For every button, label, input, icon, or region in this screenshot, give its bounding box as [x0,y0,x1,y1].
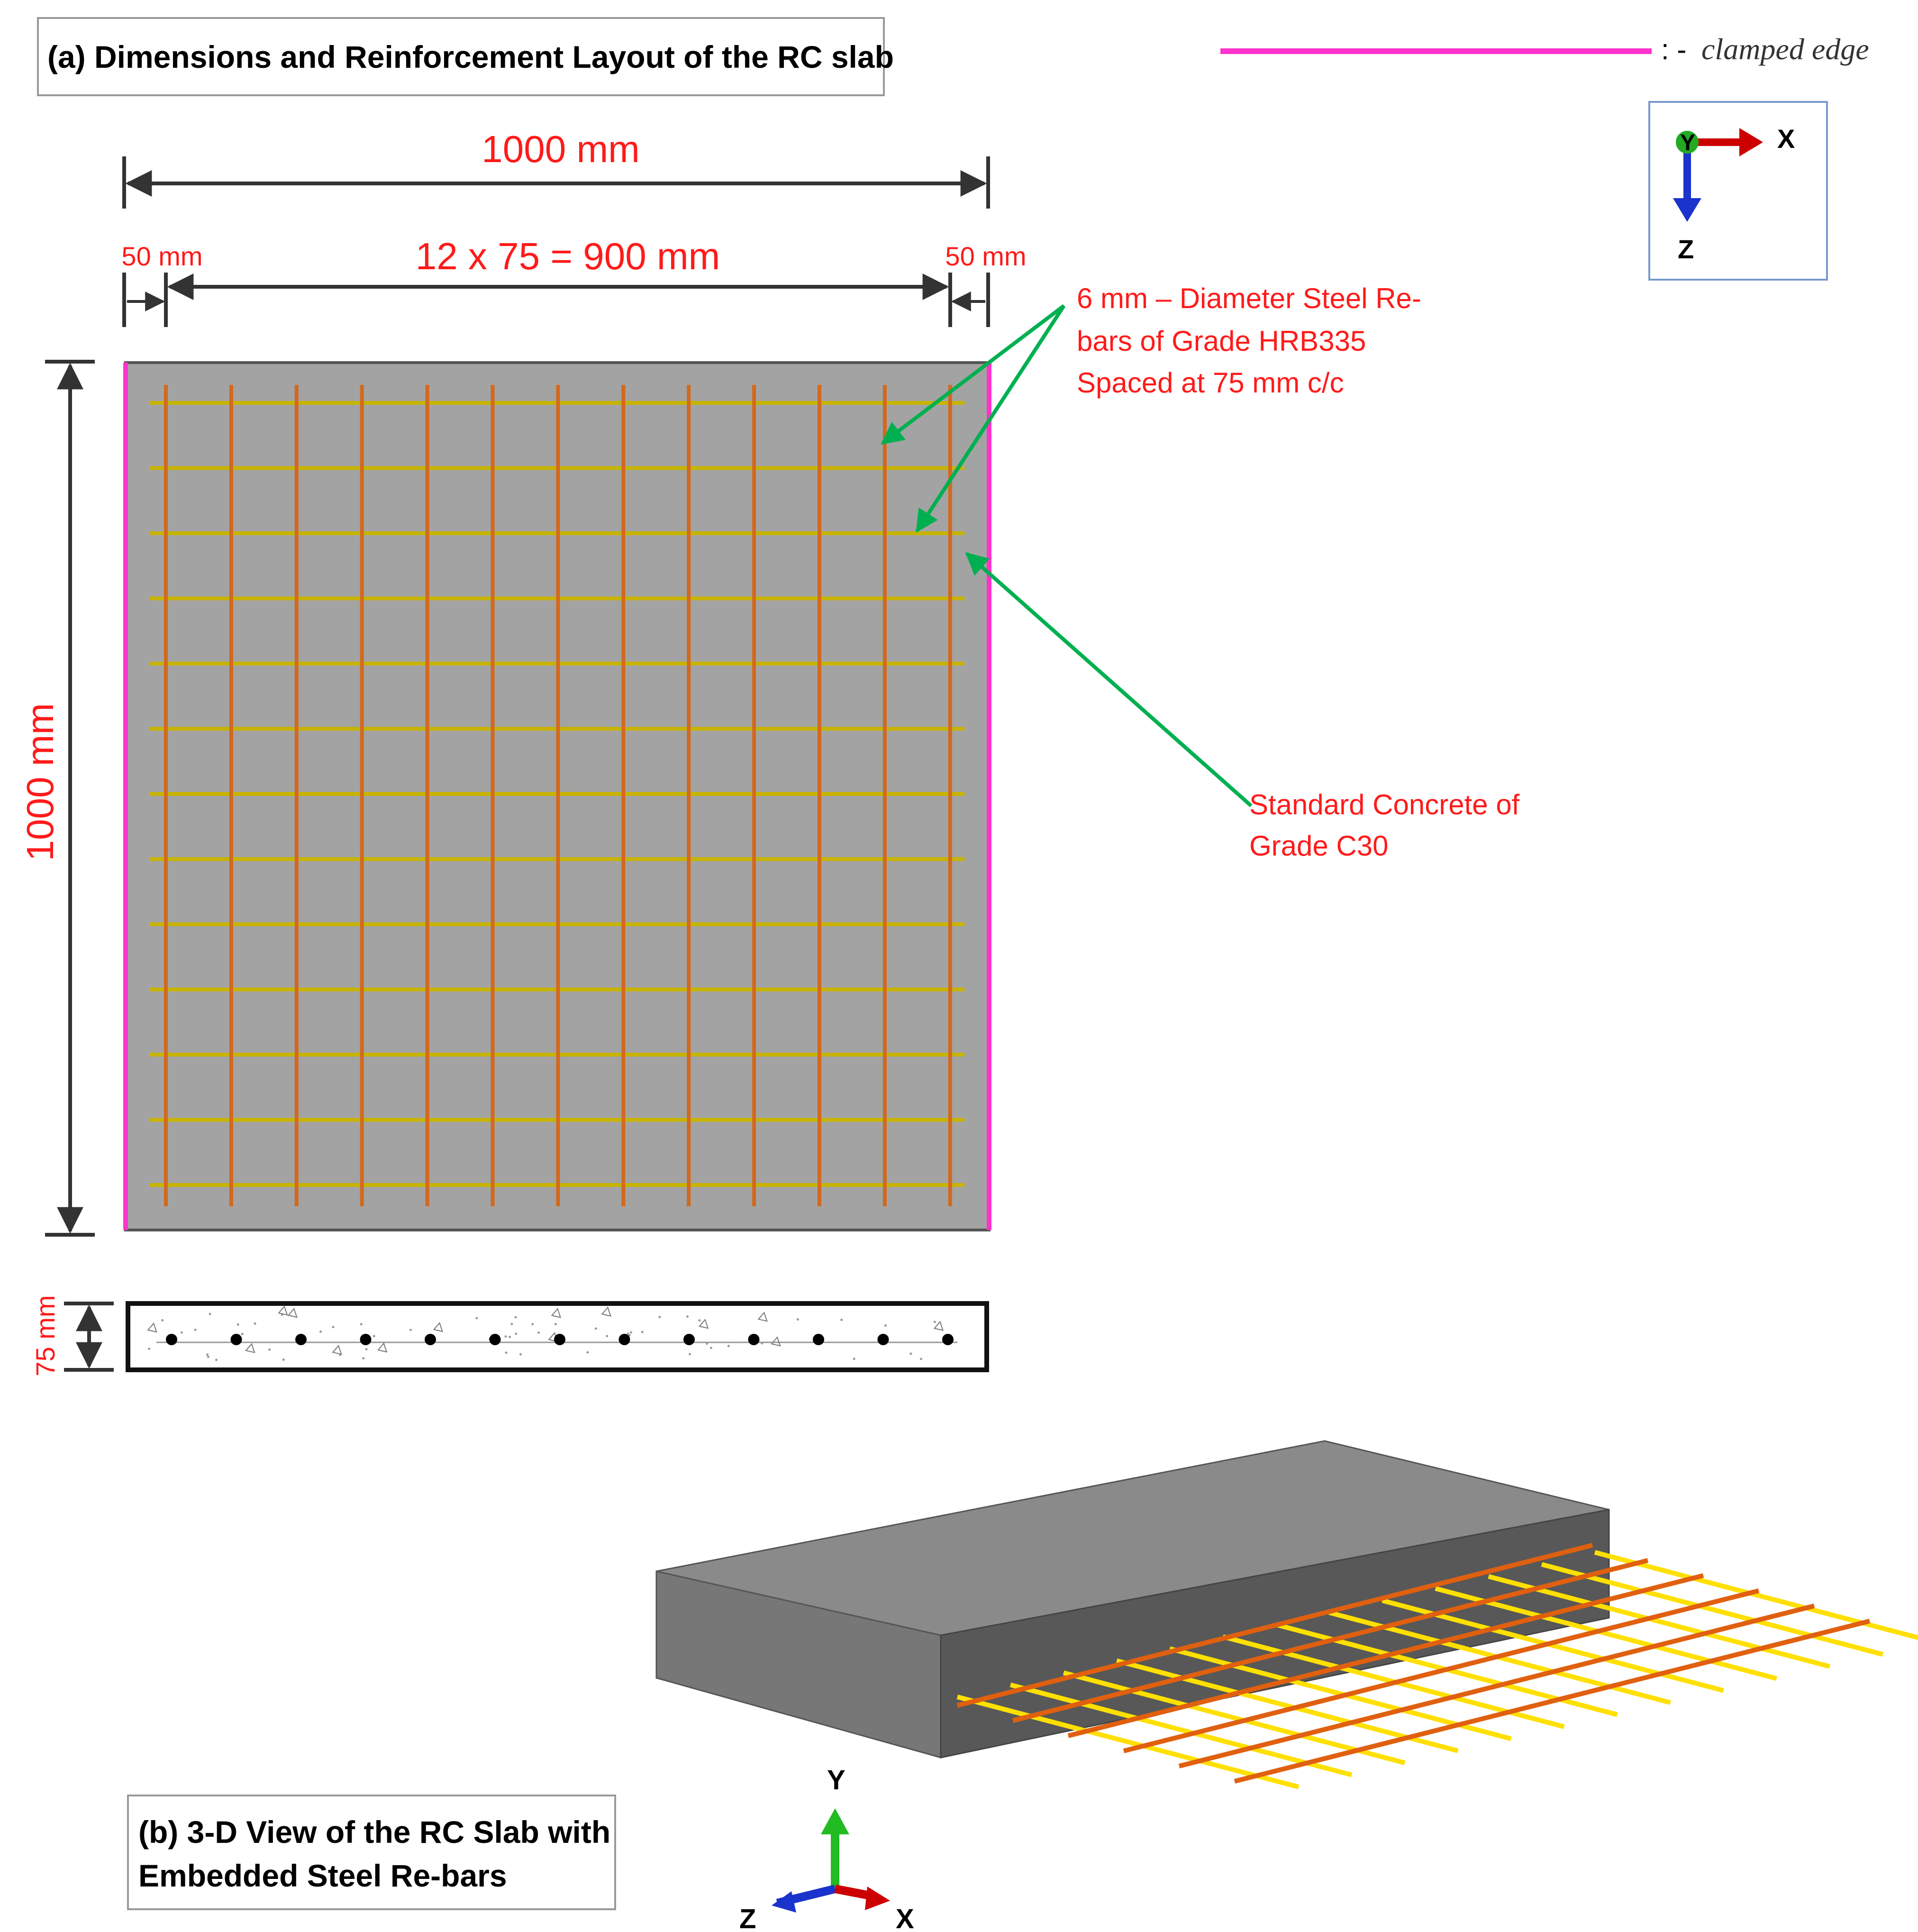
section-rebar-dot [231,1334,242,1345]
aggregate-speck [148,1348,150,1350]
aggregate-speck [241,1333,244,1335]
concrete-annotation-line-1: Standard Concrete of [1249,789,1520,820]
aggregate-speck [641,1331,644,1333]
aggregate-speck [161,1319,164,1321]
aggregate-speck [237,1323,239,1326]
aggregate-speck [727,1345,730,1347]
axis-triad-bottom [739,1765,914,1930]
aggregate-speck [686,1315,689,1318]
left-cover-label: 50 mm [121,241,203,271]
aggregate-speck [207,1356,209,1358]
legend-label: clamped edge [1701,32,1869,66]
aggregate-speck [504,1335,507,1338]
slab-cross-section [128,1303,987,1370]
aggregate-speck [362,1357,364,1359]
aggregate-speck [181,1331,183,1334]
rebar-annotation-line-1: 6 mm – Diameter Steel Re- [1077,283,1421,314]
aggregate-speck [606,1335,608,1337]
section-rebar-dot [878,1334,889,1345]
z-axis-arrowhead-3d [772,1891,796,1913]
rebar-3d-short [1595,1552,1918,1642]
aggregate-speck [365,1348,368,1350]
panel-b-title-box [128,1795,615,1909]
panel-b-title-line-2: Embedded Steel Re-bars [138,1858,507,1893]
span-label: 12 x 75 = 900 mm [415,235,720,277]
x-axis-label: X [1777,124,1795,154]
aggregate-speck [659,1316,661,1318]
aggregate-speck [884,1324,887,1327]
section-rebar-dot [295,1334,307,1345]
aggregate-speck [853,1358,855,1360]
dimension-span [121,235,1026,327]
aggregate-speck [505,1351,507,1354]
section-rebar-dot [942,1334,954,1345]
aggregate-speck [509,1336,511,1338]
y-axis-arrowhead-3d [821,1808,849,1834]
legend [1220,32,1869,66]
concrete-annotation-line-2: Grade C30 [1249,830,1389,862]
aggregate-speck [909,1353,912,1355]
section-rebar-dot [683,1334,695,1345]
panel-a-title-box [38,18,894,95]
panel-b-title-line-1: (b) 3-D View of the RC Slab with [138,1814,611,1850]
concrete-annotation [967,554,1520,862]
section-rebar-dot [166,1334,177,1345]
aggregate-speck [531,1323,534,1325]
thickness-label: 75 mm [30,1295,60,1376]
aggregate-speck [209,1313,211,1315]
overall-height-label: 1000 mm [19,703,61,861]
y-axis-label: Y [1680,130,1696,155]
overall-width-label: 1000 mm [482,128,640,170]
y-axis-label-3d: Y [827,1765,845,1795]
leader-concrete [967,554,1251,806]
slab-plan [126,363,989,1230]
aggregate-speck [194,1329,197,1331]
dimension-overall-height [19,362,95,1235]
aggregate-speck [475,1317,478,1319]
section-rebar-dot [360,1334,372,1345]
aggregate-speck [797,1318,799,1321]
z-axis-label-3d: Z [739,1904,756,1930]
axis-triad-box [1649,102,1827,280]
x-axis-arrowhead-3d [865,1886,890,1910]
aggregate-speck [586,1351,589,1354]
rebar-annotation-line-3: Spaced at 75 mm c/c [1077,367,1344,399]
right-cover-label: 50 mm [945,241,1027,271]
aggregate-speck [761,1342,763,1345]
rebar-annotation-line-2: bars of Grade HRB335 [1077,325,1366,357]
aggregate-speck [206,1353,209,1356]
aggregate-speck [706,1342,708,1345]
axis-triad-top [1649,102,1827,280]
aggregate-speck [920,1358,922,1360]
aggregate-speck [360,1323,363,1325]
section-rebar-dot [619,1334,630,1345]
aggregate-speck [510,1323,513,1325]
section-rebar-dot [554,1334,565,1345]
aggregate-speck [282,1358,285,1361]
aggregate-speck [698,1319,700,1321]
dimension-thickness [30,1295,114,1376]
legend-separator: : - [1661,34,1687,65]
aggregate-speck [319,1331,322,1333]
aggregate-speck [215,1359,218,1361]
aggregate-speck [515,1316,517,1319]
aggregate-speck [710,1347,712,1349]
slab-3d-view [656,1441,1918,1787]
aggregate-speck [630,1331,632,1334]
aggregate-speck [254,1322,256,1325]
x-axis-label-3d: X [896,1904,914,1930]
aggregate-speck [373,1335,375,1337]
aggregate-speck [595,1328,597,1330]
aggregate-speck [934,1321,936,1323]
section-rebar-dot [748,1334,760,1345]
aggregate-speck [519,1353,522,1356]
aggregate-speck [537,1331,540,1334]
section-rebar-dot [425,1334,436,1345]
aggregate-speck [689,1353,691,1355]
aggregate-speck [554,1323,557,1325]
aggregate-speck [332,1326,335,1328]
aggregate-speck [409,1329,412,1331]
dimension-overall-width [124,128,988,209]
panel-a-title: (a) Dimensions and Reinforcement Layout of the RC slab [47,39,894,74]
section-rebar-dot [490,1334,501,1345]
aggregate-speck [515,1332,517,1335]
section-rebar-dot [813,1334,824,1345]
aggregate-speck [268,1349,271,1351]
z-axis-label: Z [1678,234,1694,264]
aggregate-speck [840,1319,843,1321]
